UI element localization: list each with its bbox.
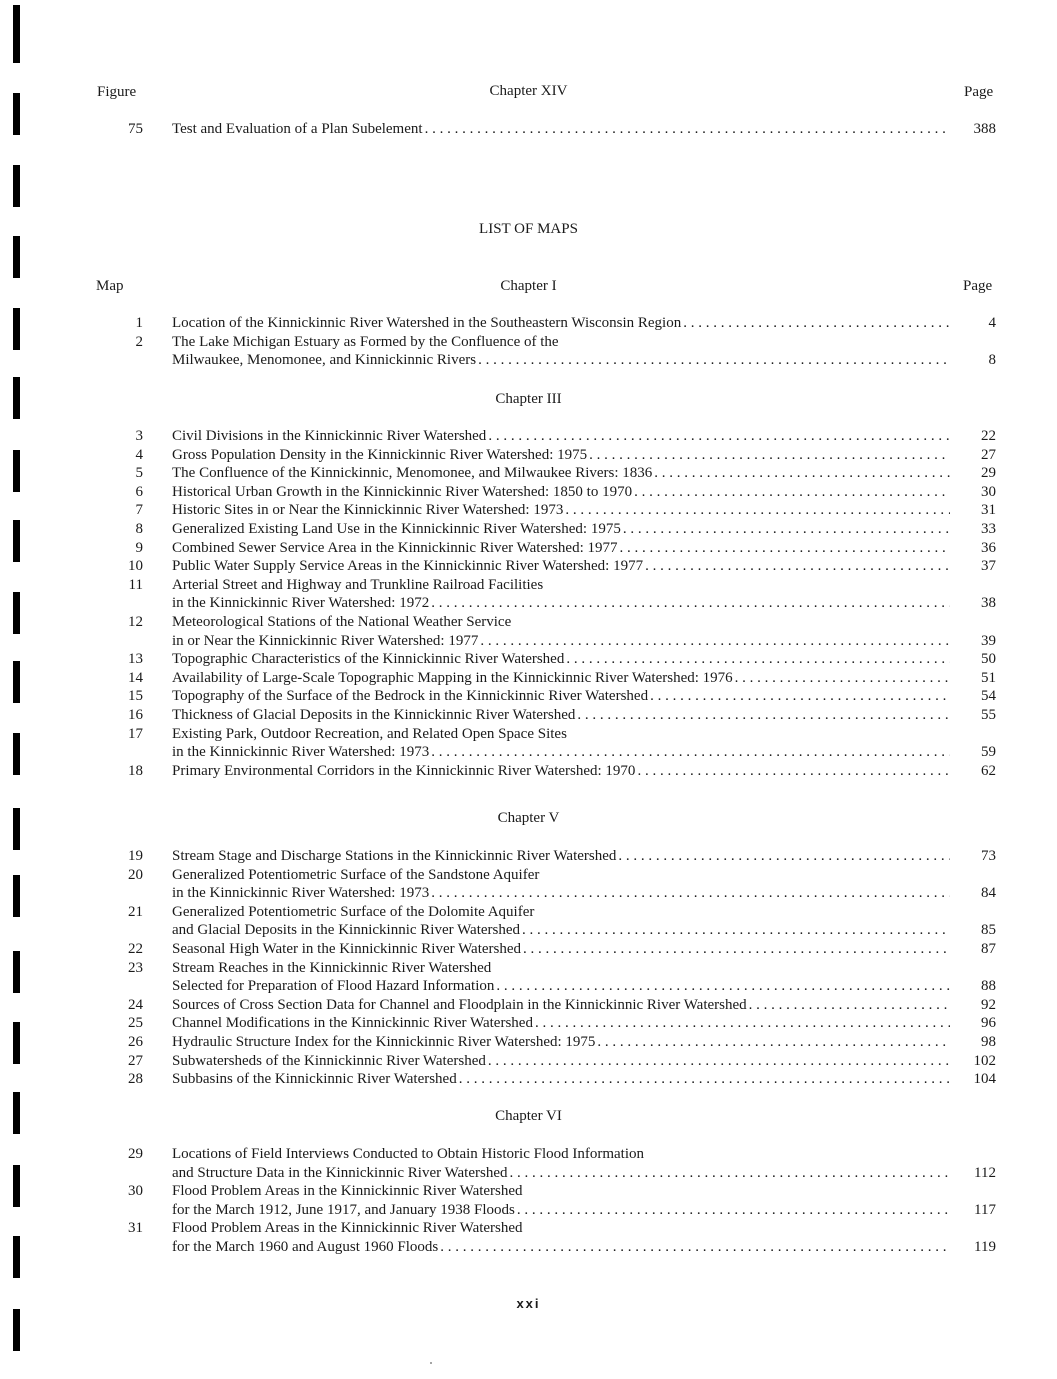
entry-page: 33 — [981, 521, 996, 537]
entry-title: Test and Evaluation of a Plan Subelement . . . — [172, 120, 950, 139]
entry-number: 25 — [128, 1015, 143, 1032]
entry-title: and Structure Data in the Kinnickinnic River Watershed . . . — [172, 1164, 950, 1183]
toc-entry-line — [0, 314, 1057, 333]
section-title: LIST OF MAPS — [479, 221, 578, 237]
chapter-heading: Chapter V — [497, 810, 560, 826]
page-column-header: Page — [963, 278, 993, 294]
toc-entry-line — [0, 520, 1057, 539]
toc-entry-line — [0, 706, 1057, 725]
entry-number: 1 — [135, 315, 143, 331]
entry-number: 16 — [128, 707, 143, 723]
toc-entry-line — [0, 333, 1057, 352]
entry-number: 4 — [135, 446, 143, 463]
entry-title: and Glacial Deposits in the Kinnickinnic River Watershed . . . — [172, 921, 950, 940]
toc-entry-line — [0, 1070, 1057, 1089]
entry-number: 20 — [128, 866, 143, 883]
entry-number: 3 — [135, 428, 143, 444]
entry-page: 117 — [974, 1201, 996, 1218]
toc-entry-line — [0, 847, 1057, 866]
toc-entry-line — [0, 351, 1057, 370]
entry-number: 29 — [128, 1146, 143, 1162]
entry-title: Location of the Kinnickinnic River Watershed in the Southeastern Wisconsin Region . . . — [172, 314, 950, 333]
toc-entry-line — [0, 576, 1057, 595]
entry-title: Combined Sewer Service Area in the Kinnickinnic River Watershed: 1977 . . . — [172, 539, 950, 558]
toc-entry-line — [0, 725, 1057, 744]
entry-title: The Lake Michigan Estuary as Formed by the Confluence of the — [172, 333, 559, 350]
entry-number: 6 — [135, 483, 143, 500]
toc-entry-line — [0, 501, 1057, 520]
toc-entry-line — [0, 1145, 1057, 1164]
toc-entry-line — [0, 650, 1057, 669]
entry-title: Sources of Cross Section Data for Channel and Floodplain in the Kinnickinnic River Watershed . . . — [172, 996, 950, 1015]
chapter-heading: Chapter XIV — [489, 83, 568, 99]
entry-number: 22 — [128, 941, 143, 957]
toc-entry-line — [0, 959, 1057, 978]
entry-number: 11 — [128, 576, 143, 593]
toc-entry-line — [0, 866, 1057, 885]
binding-mark — [13, 5, 20, 63]
toc-entry-line — [0, 1238, 1057, 1257]
entry-page: 112 — [974, 1164, 996, 1181]
entry-title: Stream Stage and Discharge Stations in the Kinnickinnic River Watershed . . . — [172, 847, 950, 866]
entry-page: 88 — [981, 978, 996, 995]
entry-title: Stream Reaches in the Kinnickinnic River Watershed — [172, 959, 492, 976]
entry-title: Seasonal High Water in the Kinnickinnic River Watershed . . . — [172, 940, 950, 959]
entry-page: 51 — [981, 669, 996, 686]
entry-title: Channel Modifications in the Kinnickinnic River Watershed . . . — [172, 1014, 950, 1033]
binding-mark — [13, 165, 20, 207]
entry-page: 98 — [981, 1034, 996, 1050]
entry-number: 9 — [135, 539, 143, 556]
entry-title: Flood Problem Areas in the Kinnickinnic River Watershed — [172, 1183, 523, 1200]
figure-column-header: Figure — [97, 84, 137, 100]
entry-title: Availability of Large-Scale Topographic Mapping in the Kinnickinnic River Watershed: 1976 . . . — [172, 669, 950, 688]
entry-page: 388 — [973, 121, 996, 137]
entry-number: 27 — [128, 1052, 143, 1069]
entry-page: 55 — [981, 707, 996, 723]
entry-title: Subwatersheds of the Kinnickinnic River Watershed . . . — [172, 1052, 950, 1071]
chapter-heading: Chapter III — [495, 391, 562, 407]
toc-entry-line — [0, 427, 1057, 446]
entry-title: Milwaukee, Menomonee, and Kinnickinnic Rivers . . . — [172, 351, 950, 370]
entry-title: Gross Population Density in the Kinnickinnic River Watershed: 1975 . . . — [172, 446, 950, 465]
page-number: xxi — [516, 1296, 541, 1311]
toc-entry-line — [0, 940, 1057, 959]
entry-page: 62 — [981, 762, 996, 779]
toc-entry-line — [0, 762, 1057, 781]
toc-entry-line — [0, 996, 1057, 1015]
entry-number: 12 — [128, 614, 143, 630]
entry-title: Hydraulic Structure Index for the Kinnickinnic River Watershed: 1975 . . . — [172, 1033, 950, 1052]
entry-number: 17 — [128, 725, 143, 742]
toc-entry-line — [0, 483, 1057, 502]
entry-number: 14 — [128, 669, 143, 686]
entry-number: 13 — [128, 651, 143, 668]
entry-page: 85 — [981, 922, 996, 939]
entry-title: Topography of the Surface of the Bedrock in the Kinnickinnic River Watershed . . . — [172, 687, 950, 706]
toc-entry-line — [0, 1164, 1057, 1183]
entry-title: Thickness of Glacial Deposits in the Kinnickinnic River Watershed . . . — [172, 706, 950, 725]
entry-title: Generalized Existing Land Use in the Kinnickinnic River Watershed: 1975 . . . — [172, 520, 950, 539]
entry-title: Historic Sites in or Near the Kinnickinnic River Watershed: 1973 . . . — [172, 501, 950, 520]
page-column-header: Page — [964, 84, 994, 100]
entry-title: Historical Urban Growth in the Kinnickinnic River Watershed: 1850 to 1970 . . . — [172, 483, 950, 502]
entry-number: 75 — [128, 121, 143, 137]
toc-entry-line — [0, 464, 1057, 483]
entry-title: Topographic Characteristics of the Kinnickinnic River Watershed . . . — [172, 650, 950, 669]
entry-title: Arterial Street and Highway and Trunkline Railroad Facilities — [172, 576, 544, 593]
entry-title: for the March 1912, June 1917, and January 1938 Floods . . . — [172, 1201, 950, 1220]
entry-page: 38 — [981, 595, 996, 612]
entry-title: Selected for Preparation of Flood Hazard Information . . . — [172, 977, 950, 996]
scan-speck — [430, 1362, 432, 1364]
entry-title: Generalized Potentiometric Surface of the Sandstone Aquifer — [172, 866, 540, 883]
entry-title: The Confluence of the Kinnickinnic, Menomonee, and Milwaukee Rivers: 1836 . . . — [172, 464, 950, 483]
entry-title: Generalized Potentiometric Surface of the Dolomite Aquifer — [172, 903, 535, 920]
entry-page: 84 — [981, 885, 996, 902]
entry-page: 29 — [981, 465, 996, 482]
toc-entry-line — [0, 632, 1057, 651]
entry-page: 96 — [981, 1015, 996, 1032]
entry-title: Meteorological Stations of the National Weather Service — [172, 614, 512, 630]
entry-page: 59 — [981, 744, 996, 761]
toc-entry-line — [0, 1201, 1057, 1220]
entry-page: 50 — [981, 651, 996, 668]
entry-page: 92 — [981, 996, 996, 1013]
entry-number: 2 — [135, 333, 143, 350]
entry-number: 24 — [128, 996, 143, 1013]
toc-entry-line — [0, 743, 1057, 762]
entry-number: 5 — [135, 465, 143, 482]
entry-title: for the March 1960 and August 1960 Floods . . . — [172, 1238, 950, 1257]
entry-page: 119 — [974, 1239, 996, 1255]
entry-page: 22 — [981, 428, 996, 444]
toc-entry-line — [0, 1033, 1057, 1052]
toc-entry-line — [0, 687, 1057, 706]
entry-number: 15 — [128, 688, 143, 705]
entry-title: Existing Park, Outdoor Recreation, and Related Open Space Sites — [172, 725, 567, 742]
entry-number: 26 — [128, 1034, 143, 1050]
toc-entry-line — [0, 1052, 1057, 1071]
entry-title: Flood Problem Areas in the Kinnickinnic River Watershed — [172, 1220, 523, 1237]
entry-number: 21 — [128, 903, 143, 920]
toc-entry-line — [0, 613, 1057, 632]
entry-page: 73 — [981, 848, 996, 864]
entry-title: Public Water Supply Service Areas in the Kinnickinnic River Watershed: 1977 . . . — [172, 557, 950, 576]
toc-entry-line — [0, 977, 1057, 996]
entry-title: in or Near the Kinnickinnic River Watershed: 1977 . . . — [172, 632, 950, 651]
map-column-header: Map — [96, 278, 124, 294]
toc-entry-line — [0, 120, 1057, 139]
entry-number: 8 — [135, 521, 143, 537]
entry-title: in the Kinnickinnic River Watershed: 1972 . . . — [172, 594, 950, 613]
toc-entry-line — [0, 1014, 1057, 1033]
entry-page: 31 — [981, 502, 996, 519]
entry-title: Locations of Field Interviews Conducted to Obtain Historic Flood Information — [172, 1146, 645, 1162]
toc-entry-line — [0, 669, 1057, 688]
entry-title: in the Kinnickinnic River Watershed: 1973 . . . — [172, 884, 950, 903]
chapter-heading: Chapter I — [500, 278, 557, 294]
entry-number: 19 — [128, 848, 143, 864]
entry-page: 54 — [981, 688, 996, 705]
chapter-heading: Chapter VI — [495, 1108, 562, 1124]
entry-page: 104 — [973, 1071, 996, 1088]
entry-number: 7 — [135, 502, 143, 519]
entry-title: Primary Environmental Corridors in the Kinnickinnic River Watershed: 1970 . . . — [172, 762, 950, 781]
entry-number: 23 — [128, 959, 143, 976]
entry-number: 18 — [128, 762, 143, 779]
entry-title: Subbasins of the Kinnickinnic River Watershed . . . — [172, 1070, 950, 1089]
entry-page: 4 — [988, 315, 996, 331]
binding-mark — [13, 1309, 20, 1351]
entry-page: 30 — [981, 483, 996, 500]
toc-entry-line — [0, 594, 1057, 613]
binding-mark — [13, 236, 20, 278]
entry-page: 87 — [981, 941, 996, 957]
toc-entry-line — [0, 903, 1057, 922]
entry-number: 31 — [128, 1220, 143, 1237]
toc-entry-line — [0, 1182, 1057, 1201]
entry-page: 8 — [988, 352, 996, 369]
toc-entry-line — [0, 539, 1057, 558]
toc-entry-line — [0, 1219, 1057, 1238]
entry-number: 10 — [128, 558, 143, 575]
entry-title: in the Kinnickinnic River Watershed: 1973 . . . — [172, 743, 950, 762]
entry-number: 28 — [128, 1071, 143, 1088]
entry-title: Civil Divisions in the Kinnickinnic River Watershed . . . — [172, 427, 950, 446]
entry-number: 30 — [128, 1183, 143, 1200]
entry-page: 39 — [981, 632, 996, 649]
entry-page: 36 — [981, 539, 996, 556]
entry-page: 102 — [973, 1052, 996, 1069]
toc-entry-line — [0, 557, 1057, 576]
entry-page: 37 — [981, 558, 996, 575]
toc-entry-line — [0, 446, 1057, 465]
entry-page: 27 — [981, 446, 996, 463]
toc-entry-line — [0, 884, 1057, 903]
toc-entry-line — [0, 921, 1057, 940]
